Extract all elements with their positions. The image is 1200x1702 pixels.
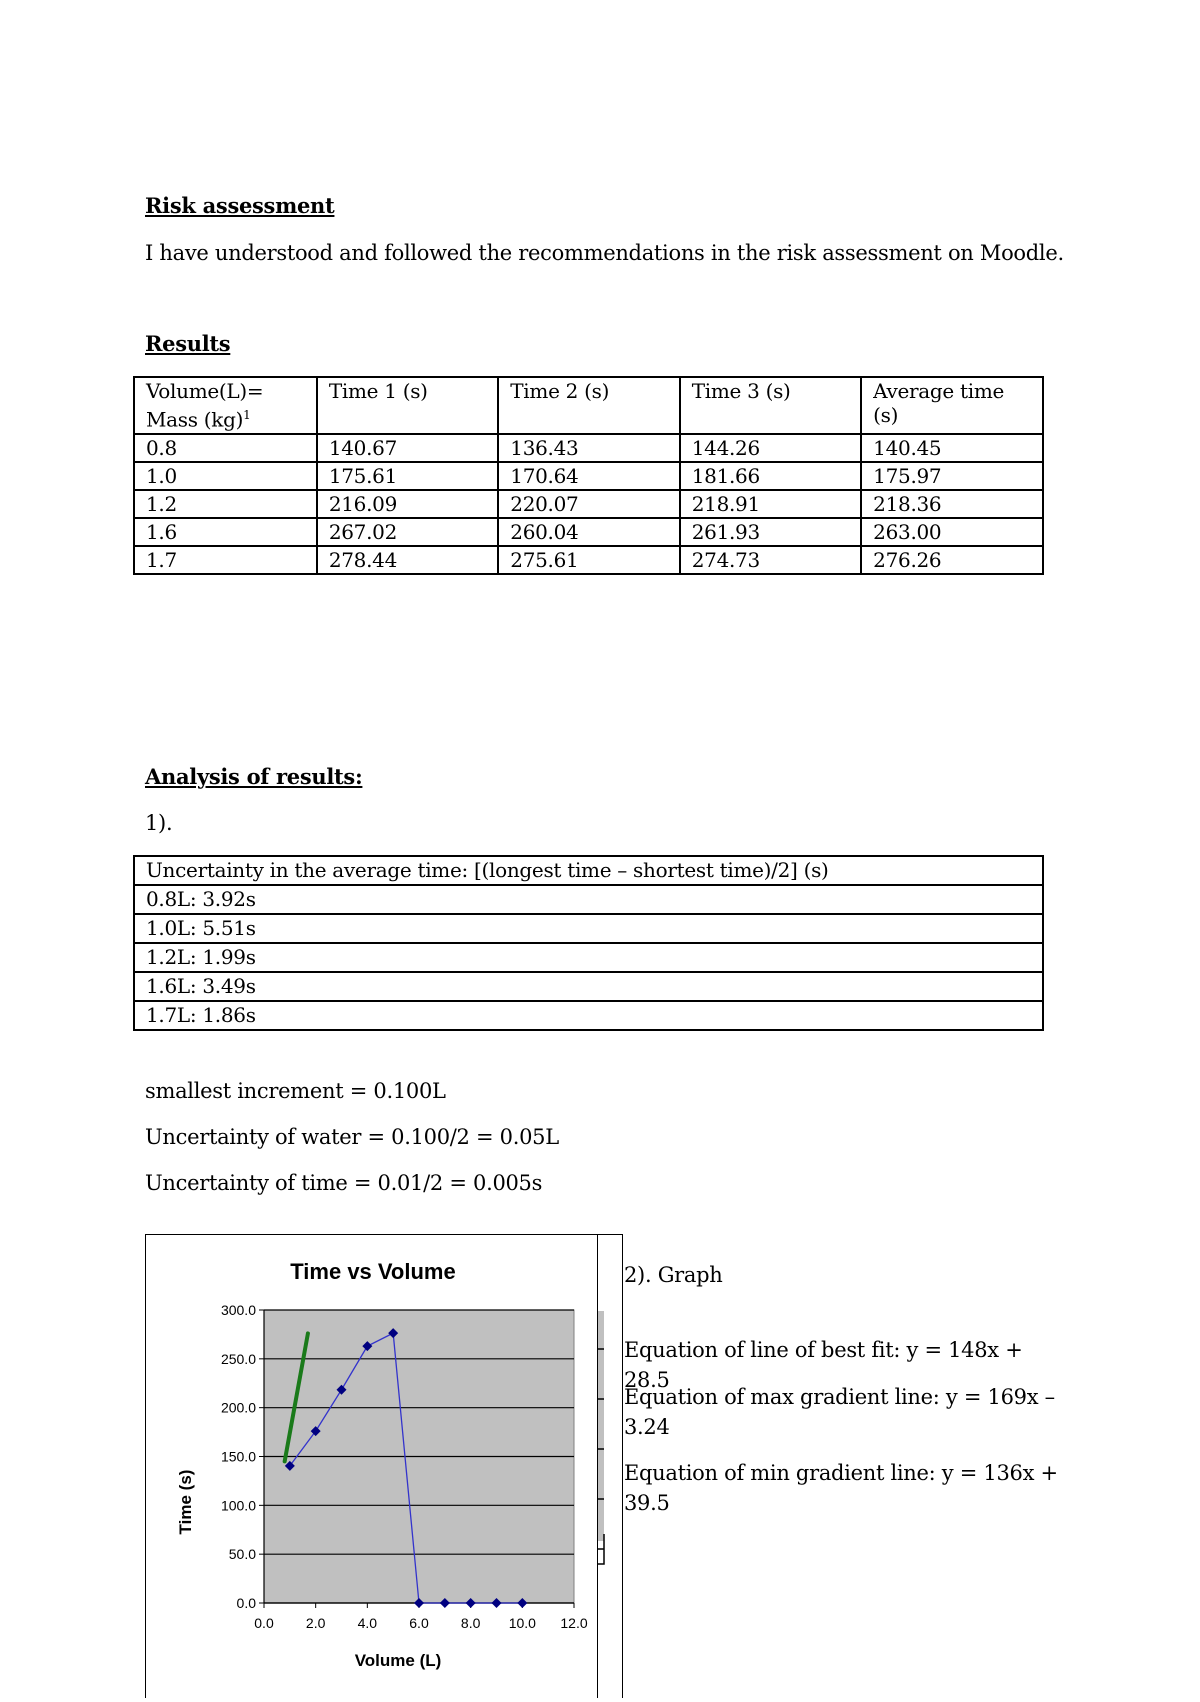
risk-assessment-statement: I have understood and followed the recommendations in the risk assessment on Moodle. <box>145 241 1064 265</box>
table-row <box>134 546 1043 574</box>
y-tick-label: 200.0 <box>220 1399 256 1416</box>
y-tick-label: 300.0 <box>220 1302 256 1318</box>
y-axis-label: Time (s) <box>176 1469 195 1535</box>
table-cell: 175.61 <box>317 462 498 490</box>
table-cell: 1.6 <box>134 518 317 546</box>
smallest-increment-line: smallest increment = 0.100L <box>145 1079 446 1103</box>
table-header-row <box>134 856 1043 885</box>
table-cell: 218.91 <box>680 490 861 518</box>
x-tick-label: 10.0 <box>508 1615 536 1631</box>
chart-edge-ticks <box>598 1234 624 1698</box>
footnote-mark: 1 <box>243 408 251 422</box>
time-vs-volume-chart <box>147 1234 597 1698</box>
table-cell: 170.64 <box>498 462 679 490</box>
column-header: Time 1 (s) <box>317 377 498 434</box>
time-uncertainty-line: Uncertainty of time = 0.01/2 = 0.005s <box>145 1171 543 1195</box>
x-tick-label: 2.0 <box>305 1615 326 1631</box>
table-row <box>134 434 1043 462</box>
table-cell: 1.7L: 1.86s <box>134 1001 1043 1030</box>
table-cell: 136.43 <box>498 434 679 462</box>
table-header-row <box>134 377 1043 434</box>
analysis-heading: Analysis of results: <box>145 764 363 789</box>
analysis-item-1: 1). <box>145 811 173 835</box>
table-cell: 1.0 <box>134 462 317 490</box>
table-cell: 140.45 <box>861 434 1043 462</box>
uncertainty-table <box>133 855 1044 1031</box>
column-header: Time 3 (s) <box>680 377 861 434</box>
table-cell: 144.26 <box>680 434 861 462</box>
table-cell: 220.07 <box>498 490 679 518</box>
table-cell: 0.8L: 3.92s <box>134 885 1043 914</box>
table-cell: 278.44 <box>317 546 498 574</box>
y-tick-label: 50.0 <box>228 1546 256 1563</box>
risk-assessment-heading: Risk assessment <box>145 193 335 218</box>
chart-frame-edge <box>597 1234 623 1698</box>
graph-label: 2). Graph <box>624 1263 723 1287</box>
column-header: Uncertainty in the average time: [(longest time – shortest time)/2] (s) <box>134 856 1043 885</box>
table-cell: 267.02 <box>317 518 498 546</box>
x-axis-label: Volume (L) <box>354 1651 442 1670</box>
y-tick-label: 150.0 <box>220 1448 256 1465</box>
y-tick-label: 0.0 <box>236 1595 256 1611</box>
table-cell: 1.2 <box>134 490 317 518</box>
table-row <box>134 490 1043 518</box>
table-cell: 181.66 <box>680 462 861 490</box>
column-header: Volume(L)= Mass (kg)$^1$ <box>134 377 317 434</box>
table-row <box>134 1001 1043 1030</box>
column-header: Average time (s) <box>861 377 1043 434</box>
water-uncertainty-line: Uncertainty of water = 0.100/2 = 0.05L <box>145 1125 559 1149</box>
table-cell: 276.26 <box>861 546 1043 574</box>
table-cell: 261.93 <box>680 518 861 546</box>
table-row <box>134 885 1043 914</box>
x-tick-label: 8.0 <box>460 1615 481 1631</box>
clipped-plot-edge <box>598 1311 604 1541</box>
table-cell: 218.36 <box>861 490 1043 518</box>
x-tick-label: 6.0 <box>409 1615 429 1631</box>
table-cell: 1.7 <box>134 546 317 574</box>
max-gradient-equation: Equation of max gradient line: y = 169x – 3.24 <box>624 1385 1055 1439</box>
table-cell: 260.04 <box>498 518 679 546</box>
table-cell: 275.61 <box>498 546 679 574</box>
table-cell: 175.97 <box>861 462 1043 490</box>
table-row <box>134 914 1043 943</box>
y-tick-label: 100.0 <box>220 1497 256 1514</box>
table-row <box>134 462 1043 490</box>
results-heading: Results <box>145 331 231 356</box>
chart-title: Time vs Volume <box>290 1259 456 1284</box>
y-tick-label: 250.0 <box>220 1350 256 1367</box>
results-table <box>133 376 1044 575</box>
x-tick-label: 12.0 <box>560 1615 588 1631</box>
table-cell: 0.8 <box>134 434 317 462</box>
table-row <box>134 518 1043 546</box>
table-row <box>134 943 1043 972</box>
table-cell: 216.09 <box>317 490 498 518</box>
column-header: Time 2 (s) <box>498 377 679 434</box>
table-cell: 1.2L: 1.99s <box>134 943 1043 972</box>
table-cell: 1.0L: 5.51s <box>134 914 1043 943</box>
table-cell: 140.67 <box>317 434 498 462</box>
table-cell: 274.73 <box>680 546 861 574</box>
x-tick-label: 4.0 <box>357 1615 378 1631</box>
best-fit-equation: Equation of line of best fit: y = 148x + 28.5 <box>624 1338 1023 1392</box>
x-tick-label: 0.0 <box>254 1615 274 1631</box>
table-cell: 1.6L: 3.49s <box>134 972 1043 1001</box>
table-row <box>134 972 1043 1001</box>
min-gradient-equation: Equation of min gradient line: y = 136x + 39.5 <box>624 1461 1058 1515</box>
table-cell: 263.00 <box>861 518 1043 546</box>
